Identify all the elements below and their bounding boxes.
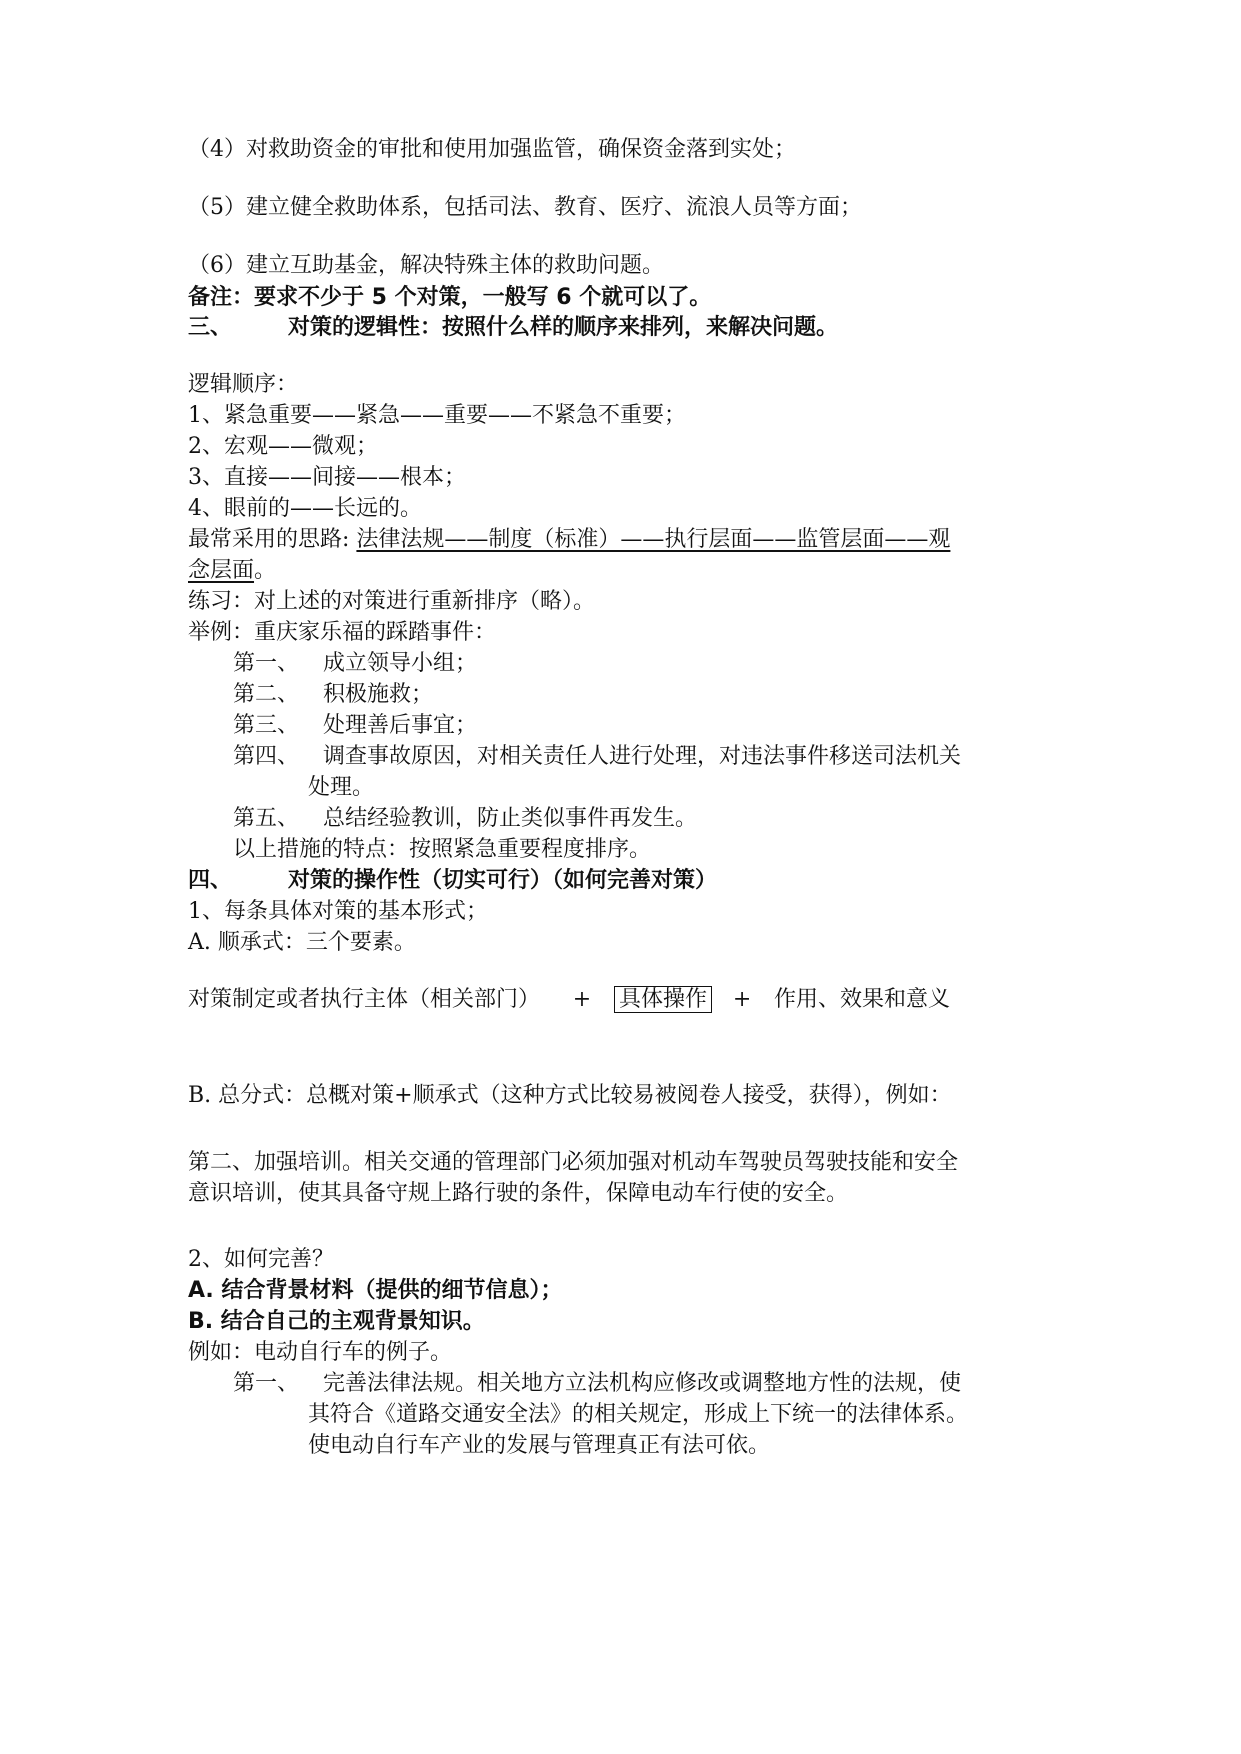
- ebike-item-number: 第一、: [233, 1371, 300, 1396]
- logic-item-2: 2、宏观——微观；: [188, 434, 378, 459]
- improve-a: A. 结合背景材料（提供的细节信息）；: [188, 1278, 563, 1303]
- common-approach-underlined: 法律法规——制度（标准）——执行层面——监管层面——观: [356, 527, 951, 552]
- line-4: （4）对救助资金的审批和使用加强监管，确保资金落到实处；: [188, 137, 796, 162]
- formula-action-box: 具体操作: [614, 986, 712, 1013]
- logic-item-1: 1、紧急重要——紧急——重要——不紧急不重要；: [188, 403, 686, 428]
- example-item-2: [233, 680, 433, 710]
- example-heading: 举例：重庆家乐福的踩踏事件：: [188, 620, 497, 645]
- example-item-1-number: 第一、: [233, 651, 300, 676]
- common-approach-line-2: [188, 556, 276, 586]
- example-item-5: [233, 804, 697, 834]
- ebike-heading: 例如：电动自行车的例子。: [188, 1340, 453, 1365]
- example-item-2-number: 第二、: [233, 682, 300, 707]
- section-4-title: 对策的操作性（切实可行）（如何完善对策）: [288, 868, 718, 893]
- example-item-3: [233, 711, 477, 741]
- example-summary: 以上措施的特点：按照紧急重要程度排序。: [233, 837, 652, 862]
- example-item-3-text: 处理善后事宜；: [323, 713, 478, 738]
- formula-plus-1: +: [572, 987, 592, 1012]
- example-item-4-text: 调查事故原因，对相关责任人进行处理，对违法事件移送司法机关: [323, 744, 962, 769]
- line-5: （5）建立健全救助体系，包括司法、教育、医疗、流浪人员等方面；: [188, 195, 862, 220]
- form-a: A. 顺承式：三个要素。: [188, 930, 416, 955]
- common-approach-prefix: 最常采用的思路:: [188, 527, 357, 552]
- common-approach-line-1: [188, 525, 950, 555]
- form-b: B. 总分式：总概对策+顺承式（这种方式比较易被阅卷人接受，获得），例如：: [188, 1083, 952, 1108]
- training-line-2: 意识培训，使其具备守规上路行驶的条件，保障电动车行使的安全。: [188, 1181, 849, 1206]
- example-item-1-text: 成立领导小组；: [323, 651, 478, 676]
- improve-heading: 2、如何完善？: [188, 1247, 334, 1272]
- example-item-4-number: 第四、: [233, 744, 300, 769]
- training-line-1: 第二、加强培训。相关交通的管理部门必须加强对机动车驾驶员驾驶技能和安全: [188, 1150, 959, 1175]
- section-4-number: 四、: [188, 868, 233, 893]
- section-3-heading: [188, 313, 838, 343]
- example-item-4: [233, 742, 961, 772]
- ebike-item-1: [233, 1369, 961, 1399]
- example-item-5-text: 总结经验教训，防止类似事件再发生。: [323, 806, 698, 831]
- logic-item-4: 4、眼前的——长远的。: [188, 496, 422, 521]
- ebike-item-cont-2: 使电动自行车产业的发展与管理真正有法可依。: [308, 1433, 771, 1458]
- example-item-2-text: 积极施救；: [323, 682, 434, 707]
- common-approach-end: 。: [254, 558, 277, 583]
- note-line: 备注：要求不少于 5 个对策，一般写 6 个就可以了。: [188, 285, 712, 310]
- section-3-number: 三、: [188, 315, 233, 340]
- line-6: （6）建立互助基金，解决特殊主体的救助问题。: [188, 253, 664, 278]
- formula-plus-2: +: [732, 987, 752, 1012]
- formula-subject: 对策制定或者执行主体（相关部门）: [188, 987, 541, 1012]
- logic-item-3: 3、直接——间接——根本；: [188, 465, 466, 490]
- section-4-heading: [188, 866, 717, 896]
- example-item-4-cont: 处理。: [308, 775, 375, 800]
- formula-line: [188, 985, 950, 1015]
- example-item-1: [233, 649, 477, 679]
- example-item-3-number: 第三、: [233, 713, 300, 738]
- ebike-item-text: 完善法律法规。相关地方立法机构应修改或调整地方性的法规，使: [323, 1371, 962, 1396]
- common-approach-underlined-cont: 念层面: [188, 558, 255, 583]
- form-heading: 1、每条具体对策的基本形式；: [188, 899, 488, 924]
- section-3-title: 对策的逻辑性：按照什么样的顺序来排列，来解决问题。: [288, 315, 839, 340]
- formula-effect: 作用、效果和意义: [774, 987, 951, 1012]
- logic-heading: 逻辑顺序：: [188, 372, 299, 397]
- example-item-5-number: 第五、: [233, 806, 300, 831]
- improve-b: B. 结合自己的主观背景知识。: [188, 1309, 485, 1334]
- ebike-item-cont-1: 其符合《道路交通安全法》的相关规定，形成上下统一的法律体系。: [308, 1402, 969, 1427]
- practice-line: 练习：对上述的对策进行重新排序（略）。: [188, 589, 596, 614]
